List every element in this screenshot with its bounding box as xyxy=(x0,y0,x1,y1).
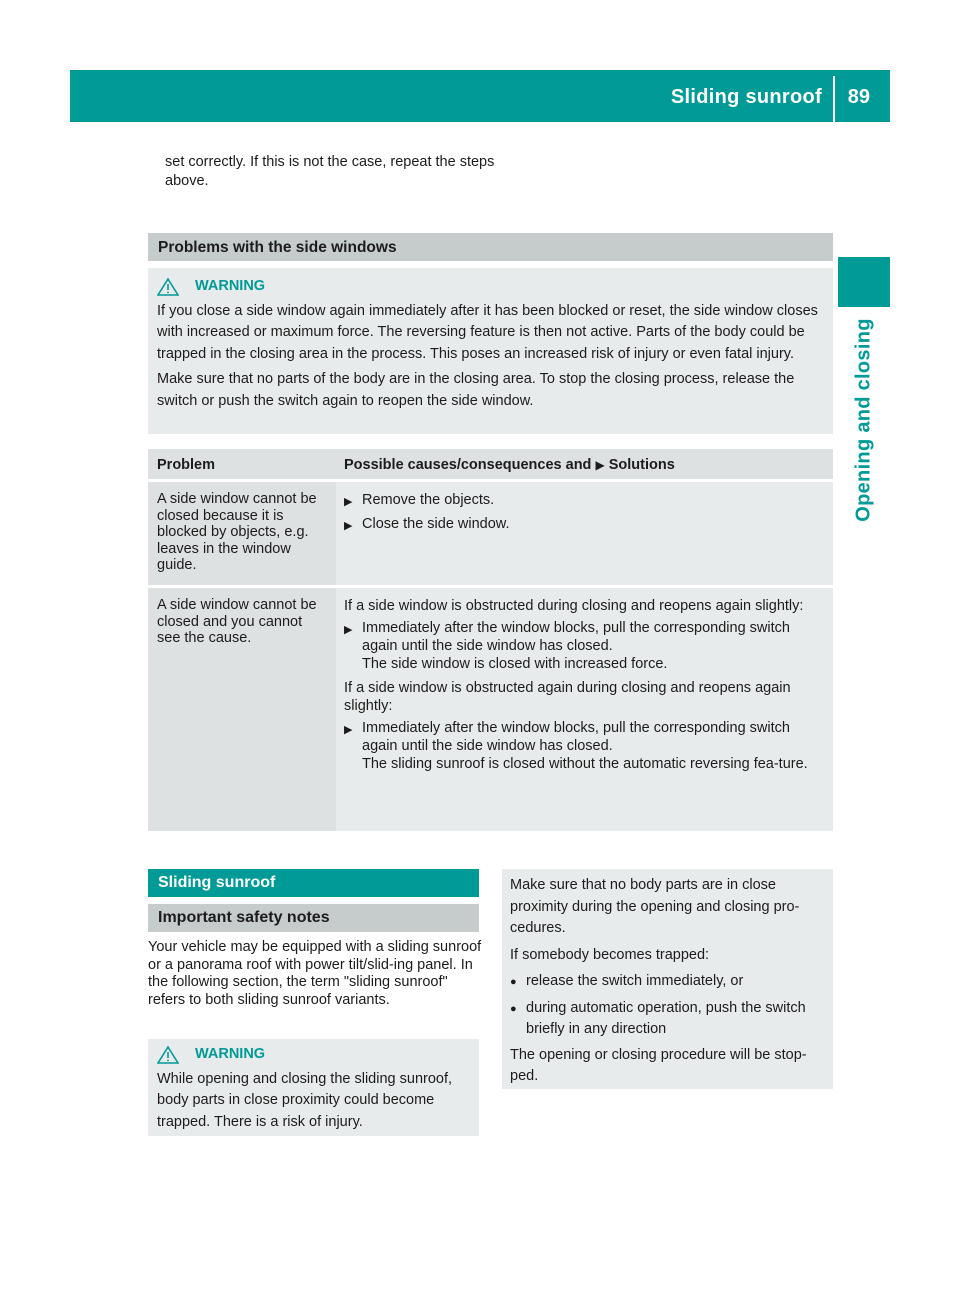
solution-cell xyxy=(336,588,833,831)
safety-paragraph: Make sure that no body parts are in close proximity during the opening and closing pro-cedures. xyxy=(510,877,800,936)
page-number: 89 xyxy=(847,86,870,108)
bullet-icon: ● xyxy=(510,1002,517,1015)
step-result: The sliding sunroof is closed without the automatic reversing fea-ture. xyxy=(362,756,808,772)
arrow-right-icon: ▶ xyxy=(344,520,353,532)
warning-box-sunroof xyxy=(148,1039,479,1136)
table-header-row xyxy=(148,449,833,479)
sunroof-safety-box xyxy=(502,869,833,1089)
step-result: The side window is closed with increased force. xyxy=(362,656,668,672)
step-item: ▶ Immediately after the window blocks, pull the corresponding switch again until the side window has closed. The sliding sunroof is closed without the automatic reversing fea-ture. xyxy=(344,720,808,772)
subheading-safety-notes: Important safety notes xyxy=(148,904,479,932)
warning-paragraph: While opening and closing the sliding sunroof, body parts in close proximity could become trapped. There is a risk of injury. xyxy=(157,1070,453,1130)
chapter-tab xyxy=(838,257,890,307)
arrow-right-icon: ▶ xyxy=(344,624,353,636)
table-row xyxy=(148,482,833,585)
header-solutions: Possible causes/consequences and ▶ Solutions xyxy=(336,449,833,479)
step-item: ▶ Close the side window. xyxy=(344,515,827,535)
chapter-label: Opening and closing xyxy=(852,318,875,522)
arrow-right-icon: ▶ xyxy=(595,458,605,472)
warning-label: WARNING xyxy=(195,1046,266,1062)
problem-cell: A side window cannot be closed because it is blocked by objects, e.g. leaves in the window guide. xyxy=(148,482,336,585)
list-item: ● release the switch immediately, or xyxy=(510,971,825,994)
solution-paragraph: If a side window is obstructed again during closing and reopens again slightly: xyxy=(344,680,791,714)
safety-paragraph: If somebody becomes trapped: xyxy=(510,946,710,963)
section-heading-sliding-sunroof: Sliding sunroof xyxy=(148,869,479,897)
step-item: ▶ Immediately after the window blocks, pull the corresponding switch again until the side window has closed. The side window is closed with increased force. xyxy=(344,620,790,672)
safety-paragraph: The opening or closing procedure will be stop-ped. xyxy=(510,1046,807,1084)
warning-box-side-windows xyxy=(148,268,833,434)
warning-header xyxy=(157,276,824,298)
warning-paragraph: If you close a side window again immediately after it has been blocked or reset, the side window closes with increased or maximum force. The reversing feature is then not active. Parts of the body could be trapped in the closing area in the process. This poses an increased risk of injury or even fatal injury. xyxy=(157,302,818,362)
arrow-right-icon: ▶ xyxy=(344,724,353,736)
list-item: ● during automatic operation, push the switch briefly in any direction xyxy=(510,998,825,1041)
header-divider xyxy=(833,76,835,122)
table-row xyxy=(148,588,833,831)
header-problem: Problem xyxy=(148,449,336,479)
warning-paragraph: Make sure that no parts of the body are in the closing area. To stop the closing process, release the switch or push the switch again to reopen the side window. xyxy=(157,371,795,409)
warning-triangle-icon xyxy=(157,278,179,296)
solution-cell xyxy=(336,482,833,585)
arrow-right-icon: ▶ xyxy=(344,496,353,508)
problems-table xyxy=(148,449,833,831)
sunroof-body-text: Your vehicle may be equipped with a sliding sunroof or a panorama roof with power tilt/slid-ing panel. In the following section, the term "sliding sunroof" refers to both sliding sunroof variants. xyxy=(148,939,482,1008)
intro-text: set correctly. If this is not the case, repeat the steps above. xyxy=(165,154,495,189)
warning-header xyxy=(157,1044,470,1066)
page-header xyxy=(70,70,890,122)
step-item: ▶ Remove the objects. xyxy=(344,491,827,511)
bullet-icon: ● xyxy=(510,976,517,988)
solution-paragraph: If a side window is obstructed during closing and reopens again slightly: xyxy=(344,598,804,614)
warning-label: WARNING xyxy=(195,278,266,294)
section-heading-side-windows: Problems with the side windows xyxy=(148,233,833,261)
warning-triangle-icon xyxy=(157,1046,179,1064)
problem-cell: A side window cannot be closed and you cannot see the cause. xyxy=(148,588,336,831)
header-title: Sliding sunroof xyxy=(670,86,822,108)
